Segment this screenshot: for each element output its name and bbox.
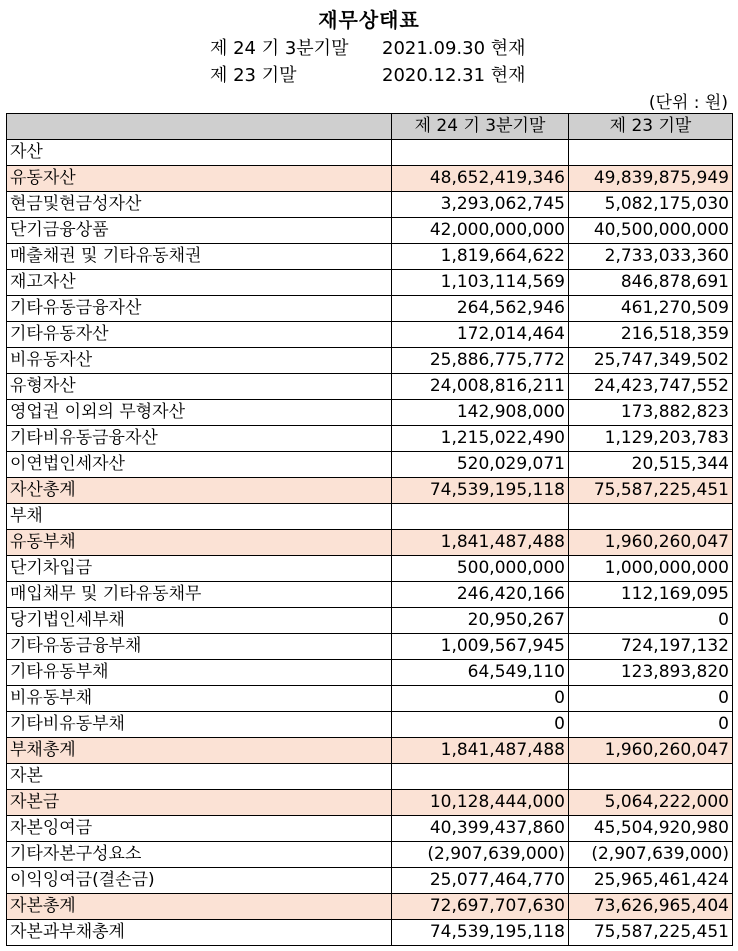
- row-label: 비유동부채: [7, 686, 392, 712]
- table-row: [7, 400, 733, 426]
- row-label: 기타비유동부채: [7, 712, 392, 738]
- unit-label: (단위 : 원): [648, 93, 728, 113]
- current-period-value: [392, 504, 569, 530]
- table-row: [7, 166, 733, 192]
- table-row: [7, 218, 733, 244]
- current-period-value: 172,014,464: [392, 322, 569, 348]
- current-period-value: 0: [392, 712, 569, 738]
- current-period-value: 1,215,022,490: [392, 426, 569, 452]
- table-row: [7, 660, 733, 686]
- row-label: 단기금융상품: [7, 218, 392, 244]
- prior-period-value: 40,500,000,000: [569, 218, 733, 244]
- row-label: 유동자산: [7, 166, 392, 192]
- prior-period-value: 1,129,203,783: [569, 426, 733, 452]
- period-2-date: 2020.12.31 현재: [382, 65, 526, 86]
- current-period-value: 25,077,464,770: [392, 868, 569, 894]
- table-row: [7, 192, 733, 218]
- prior-period-value: [569, 140, 733, 166]
- row-label: 기타유동금융자산: [7, 296, 392, 322]
- table-row: [7, 504, 733, 530]
- table-row: [7, 816, 733, 842]
- table-row: [7, 530, 733, 556]
- prior-period-value: 461,270,509: [569, 296, 733, 322]
- prior-period-value: 112,169,095: [569, 582, 733, 608]
- table-row: [7, 556, 733, 582]
- prior-period-value: 846,878,691: [569, 270, 733, 296]
- row-label: 유동부채: [7, 530, 392, 556]
- table-row: [7, 478, 733, 504]
- table-row: [7, 374, 733, 400]
- current-period-value: 24,008,816,211: [392, 374, 569, 400]
- row-label: 자본잉여금: [7, 816, 392, 842]
- prior-period-value: 216,518,359: [569, 322, 733, 348]
- prior-period-value: 45,504,920,980: [569, 816, 733, 842]
- prior-period-value: 1,960,260,047: [569, 738, 733, 764]
- current-period-value: 500,000,000: [392, 556, 569, 582]
- current-period-value: 74,539,195,118: [392, 478, 569, 504]
- row-label: 비유동자산: [7, 348, 392, 374]
- header-item: [7, 114, 392, 140]
- table-row: [7, 634, 733, 660]
- table-row: [7, 348, 733, 374]
- table-row: [7, 712, 733, 738]
- current-period-value: (2,907,639,000): [392, 842, 569, 868]
- prior-period-value: 25,747,349,502: [569, 348, 733, 374]
- table-row: [7, 842, 733, 868]
- current-period-value: 25,886,775,772: [392, 348, 569, 374]
- table-row: [7, 920, 733, 946]
- row-label: 부채: [7, 504, 392, 530]
- row-label: 매입채무 및 기타유동채무: [7, 582, 392, 608]
- table-row: [7, 244, 733, 270]
- current-period-value: 1,009,567,945: [392, 634, 569, 660]
- prior-period-value: 1,960,260,047: [569, 530, 733, 556]
- table-row: [7, 582, 733, 608]
- current-period-value: 264,562,946: [392, 296, 569, 322]
- prior-period-value: 0: [569, 686, 733, 712]
- table-row: [7, 608, 733, 634]
- row-label: 기타자본구성요소: [7, 842, 392, 868]
- table-row: [7, 270, 733, 296]
- prior-period-value: 0: [569, 712, 733, 738]
- prior-period-value: 123,893,820: [569, 660, 733, 686]
- prior-period-value: 25,965,461,424: [569, 868, 733, 894]
- prior-period-value: 724,197,132: [569, 634, 733, 660]
- current-period-value: [392, 764, 569, 790]
- row-label: 단기차입금: [7, 556, 392, 582]
- period-2-label: 제 23 기말: [210, 65, 297, 86]
- current-period-value: 72,697,707,630: [392, 894, 569, 920]
- current-period-value: 520,029,071: [392, 452, 569, 478]
- current-period-value: 3,293,062,745: [392, 192, 569, 218]
- row-label: 매출채권 및 기타유동채권: [7, 244, 392, 270]
- table-row: [7, 738, 733, 764]
- table-header-row: [7, 114, 733, 140]
- row-label: 자본금: [7, 790, 392, 816]
- current-period-value: 64,549,110: [392, 660, 569, 686]
- prior-period-value: [569, 764, 733, 790]
- prior-period-value: 0: [569, 608, 733, 634]
- header-current-period: 제 24 기 3분기말: [392, 114, 569, 140]
- table-row: [7, 322, 733, 348]
- table-row: [7, 452, 733, 478]
- prior-period-value: 1,000,000,000: [569, 556, 733, 582]
- current-period-value: 20,950,267: [392, 608, 569, 634]
- current-period-value: 1,841,487,488: [392, 530, 569, 556]
- row-label: 부채총계: [7, 738, 392, 764]
- row-label: 기타유동금융부채: [7, 634, 392, 660]
- current-period-value: 1,103,114,569: [392, 270, 569, 296]
- current-period-value: 1,819,664,622: [392, 244, 569, 270]
- current-period-value: 1,841,487,488: [392, 738, 569, 764]
- current-period-value: 42,000,000,000: [392, 218, 569, 244]
- row-label: 자본총계: [7, 894, 392, 920]
- table-row: [7, 764, 733, 790]
- prior-period-value: 2,733,033,360: [569, 244, 733, 270]
- current-period-value: 40,399,437,860: [392, 816, 569, 842]
- table-row: [7, 426, 733, 452]
- row-label: 현금및현금성자산: [7, 192, 392, 218]
- table-row: [7, 868, 733, 894]
- row-label: 자본과부채총계: [7, 920, 392, 946]
- row-label: 기타유동부채: [7, 660, 392, 686]
- row-label: 영업권 이외의 무형자산: [7, 400, 392, 426]
- prior-period-value: [569, 504, 733, 530]
- row-label: 이익잉여금(결손금): [7, 868, 392, 894]
- row-label: 기타비유동금융자산: [7, 426, 392, 452]
- balance-sheet-table: [6, 113, 733, 946]
- prior-period-value: 173,882,823: [569, 400, 733, 426]
- table-row: [7, 140, 733, 166]
- current-period-value: 246,420,166: [392, 582, 569, 608]
- row-label: 기타유동자산: [7, 322, 392, 348]
- row-label: 자산총계: [7, 478, 392, 504]
- current-period-value: 10,128,444,000: [392, 790, 569, 816]
- row-label: 자산: [7, 140, 392, 166]
- prior-period-value: (2,907,639,000): [569, 842, 733, 868]
- prior-period-value: 75,587,225,451: [569, 478, 733, 504]
- header-prior-period: 제 23 기말: [569, 114, 733, 140]
- table-row: [7, 686, 733, 712]
- prior-period-value: 49,839,875,949: [569, 166, 733, 192]
- prior-period-value: 73,626,965,404: [569, 894, 733, 920]
- row-label: 이연법인세자산: [7, 452, 392, 478]
- table-row: [7, 894, 733, 920]
- prior-period-value: 5,064,222,000: [569, 790, 733, 816]
- prior-period-value: 24,423,747,552: [569, 374, 733, 400]
- period-1-label: 제 24 기 3분기말: [210, 38, 349, 59]
- prior-period-value: 20,515,344: [569, 452, 733, 478]
- table-row: [7, 296, 733, 322]
- row-label: 당기법인세부채: [7, 608, 392, 634]
- statement-title: 재무상태표: [318, 8, 420, 32]
- row-label: 자본: [7, 764, 392, 790]
- current-period-value: 48,652,419,346: [392, 166, 569, 192]
- table-row: [7, 790, 733, 816]
- row-label: 유형자산: [7, 374, 392, 400]
- table-body: [7, 140, 733, 946]
- current-period-value: [392, 140, 569, 166]
- current-period-value: 142,908,000: [392, 400, 569, 426]
- row-label: 재고자산: [7, 270, 392, 296]
- current-period-value: 0: [392, 686, 569, 712]
- prior-period-value: 75,587,225,451: [569, 920, 733, 946]
- period-1-date: 2021.09.30 현재: [382, 38, 526, 59]
- prior-period-value: 5,082,175,030: [569, 192, 733, 218]
- current-period-value: 74,539,195,118: [392, 920, 569, 946]
